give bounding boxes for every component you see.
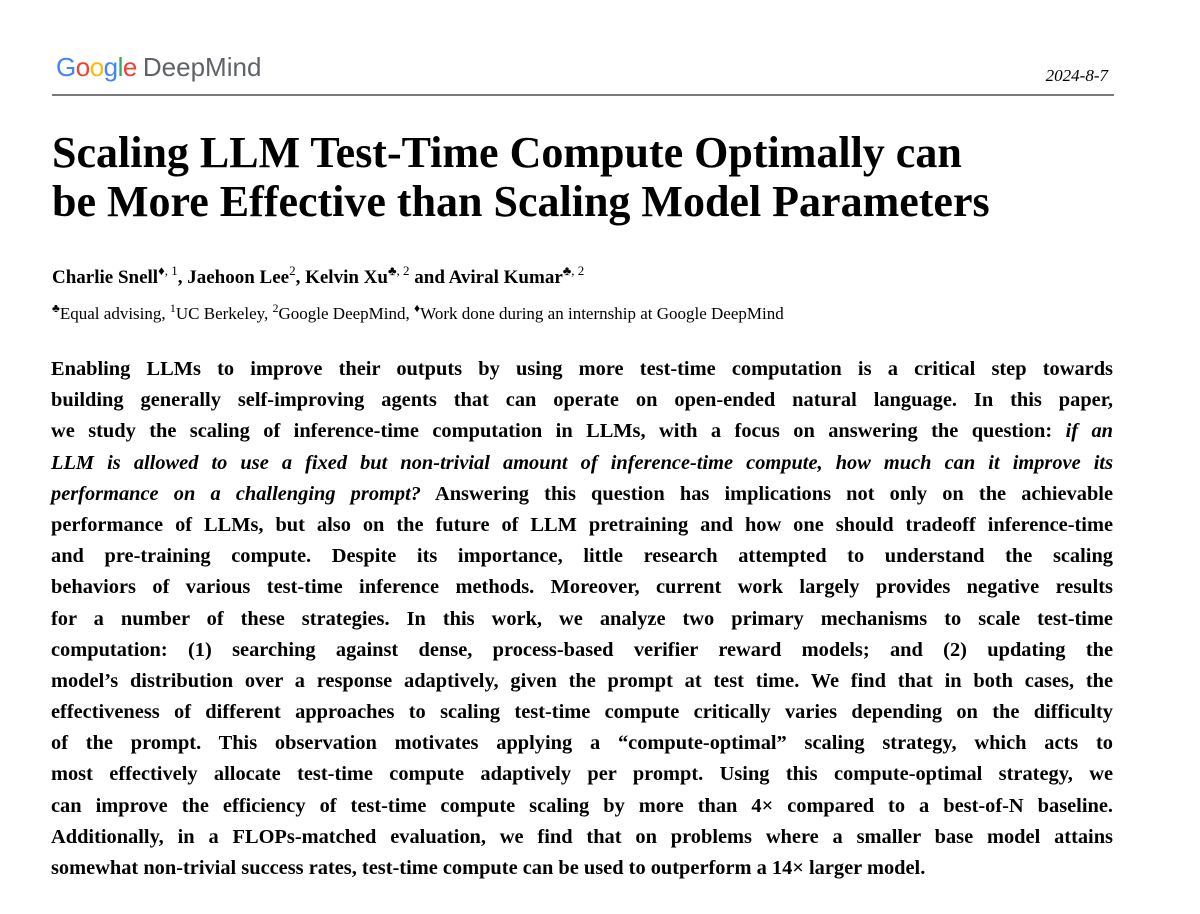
abstract-line bbox=[51, 853, 1113, 884]
abstract-text: performance of LLMs, but also on the future of LLM pretraining and how one should tradeoff inference-time bbox=[51, 513, 1113, 536]
google-letter: l bbox=[117, 52, 123, 82]
paper-title bbox=[52, 128, 1132, 226]
affiliation-mark: ♣ bbox=[52, 301, 60, 315]
author-separator: , bbox=[177, 267, 188, 288]
abstract-text: Additionally, in a FLOPs-matched evaluation, we find that on problems where a smaller base model attains bbox=[51, 825, 1113, 848]
author-name: Jaehoon Lee bbox=[187, 267, 290, 288]
author-affiliation-mark: ♦, 1 bbox=[158, 263, 178, 278]
abstract-line bbox=[51, 541, 1113, 572]
affiliation-mark: 1 bbox=[169, 301, 176, 315]
title-line: be More Effective than Scaling Model Parameters bbox=[52, 177, 990, 226]
affiliation-mark: 2 bbox=[272, 301, 279, 315]
google-letter: o bbox=[75, 52, 90, 82]
google-letter: o bbox=[89, 52, 104, 82]
affiliation-text: Equal advising, bbox=[59, 304, 170, 323]
title-line: Scaling LLM Test-Time Compute Optimally can bbox=[52, 128, 962, 177]
author-list bbox=[52, 265, 1132, 291]
affiliation-text: Google DeepMind, bbox=[278, 304, 415, 323]
google-wordmark bbox=[56, 52, 137, 82]
abstract-text: and pre-training compute. Despite its importance, little research attempted to understand the scaling bbox=[51, 545, 1113, 568]
abstract-line bbox=[51, 510, 1113, 541]
abstract-line bbox=[51, 572, 1113, 603]
abstract-line bbox=[51, 604, 1113, 635]
abstract-text: Answering this question has implications not only on the achievable bbox=[420, 482, 1114, 505]
google-deepmind-logo bbox=[56, 50, 261, 84]
abstract-text: of the prompt. This observation motivates applying a “compute-optimal” scaling strategy, which acts to bbox=[51, 732, 1113, 755]
abstract-line bbox=[51, 416, 1113, 447]
publication-date: 2024-8-7 bbox=[1045, 66, 1108, 85]
abstract-line bbox=[51, 666, 1113, 697]
abstract-text: effectiveness of different approaches to scaling test-time compute critically varies depending on the difficulty bbox=[51, 701, 1113, 724]
abstract-line bbox=[51, 479, 1113, 510]
abstract-text: can improve the efficiency of test-time compute scaling by more than 4× compared to a best-of-N baseline. bbox=[51, 794, 1113, 817]
affiliation-mark: ♦ bbox=[414, 301, 421, 315]
abstract-line bbox=[51, 791, 1113, 822]
author-separator: and bbox=[409, 267, 449, 288]
abstract-text: somewhat non-trivial success rates, test-time compute can be used to outperform a 14× larger model. bbox=[51, 857, 926, 879]
affiliation-text: UC Berkeley, bbox=[175, 304, 273, 323]
author-separator: , bbox=[295, 267, 306, 288]
affiliations bbox=[52, 302, 1132, 326]
abstract-text: Enabling LLMs to improve their outputs by using more test-time computation is a critical step towards bbox=[51, 358, 1113, 380]
abstract-line bbox=[51, 759, 1113, 790]
abstract bbox=[51, 354, 1113, 884]
author-name: Kelvin Xu bbox=[305, 267, 388, 288]
abstract-text: model’s distribution over a response adaptively, given the prompt at test time. We find that in both cases, the bbox=[51, 669, 1113, 692]
abstract-text: building generally self-improving agents that can operate on open-ended natural language. In this paper, bbox=[51, 389, 1113, 412]
page-header bbox=[52, 50, 1114, 96]
google-letter: G bbox=[56, 52, 76, 82]
google-letter: g bbox=[103, 52, 118, 82]
author-affiliation-mark: 2 bbox=[289, 263, 296, 278]
abstract-italic-text: LLM is allowed to use a fixed but non-trivial amount of inference-time compute, how much can it improve its bbox=[51, 451, 1113, 474]
google-letter: e bbox=[122, 52, 137, 82]
abstract-text: for a number of these strategies. In this work, we analyze two primary mechanisms to scale test-time bbox=[51, 607, 1113, 630]
abstract-italic-text: if an bbox=[1065, 420, 1113, 443]
abstract-line bbox=[51, 448, 1113, 479]
affiliation-text: Work done during an internship at Google DeepMind bbox=[420, 304, 784, 323]
abstract-text: most effectively allocate test-time compute adaptively per prompt. Using this compute-optimal strategy, we bbox=[51, 763, 1113, 786]
abstract-text: we study the scaling of inference-time computation in LLMs, with a focus on answering the question: bbox=[51, 420, 1066, 443]
abstract-line bbox=[51, 354, 1113, 385]
abstract-line bbox=[51, 635, 1113, 666]
author-name: Aviral Kumar bbox=[448, 267, 563, 288]
author-affiliation-mark: ♣, 2 bbox=[387, 263, 410, 278]
abstract-line bbox=[51, 697, 1113, 728]
author-affiliation-mark: ♣, 2 bbox=[562, 263, 585, 278]
abstract-italic-text: performance on a challenging prompt? bbox=[51, 482, 421, 505]
abstract-text: behaviors of various test-time inference methods. Moreover, current work largely provides negative results bbox=[51, 576, 1113, 599]
abstract-line bbox=[51, 728, 1113, 759]
deepmind-wordmark: DeepMind bbox=[142, 52, 262, 82]
abstract-line bbox=[51, 385, 1113, 416]
abstract-text: computation: (1) searching against dense, process-based verifier reward models; and (2) updating the bbox=[51, 638, 1113, 661]
author-name: Charlie Snell bbox=[52, 267, 159, 288]
abstract-line bbox=[51, 822, 1113, 853]
